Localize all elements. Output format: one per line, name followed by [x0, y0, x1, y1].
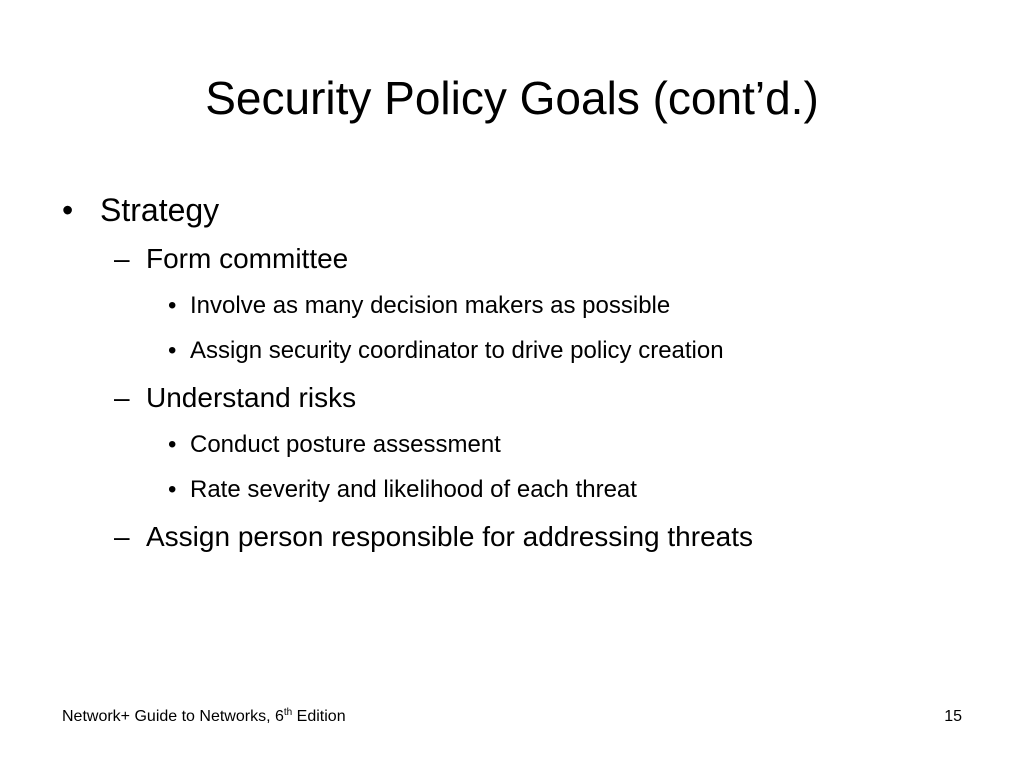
bullet-marker: •: [168, 292, 177, 319]
dash-marker: –: [114, 243, 130, 274]
bullet-text: Understand risks: [146, 382, 357, 413]
bullet-text: Involve as many decision makers as possible: [190, 292, 671, 319]
footer-title-prefix: Network+ Guide to Networks, 6: [62, 708, 284, 725]
slide-title: Security Policy Goals (cont’d.): [205, 72, 819, 124]
bullet-text: Rate severity and likelihood of each threat: [190, 476, 637, 503]
footer-title-suffix: Edition: [292, 708, 346, 725]
bullet-text: Form committee: [146, 243, 349, 274]
bullet-text: Conduct posture assessment: [190, 431, 501, 458]
bullet-text: Strategy: [100, 192, 220, 228]
footer-book-title: [62, 706, 346, 728]
bullet-marker: •: [168, 337, 177, 364]
footer-edition-superscript: th: [283, 707, 293, 718]
bullet-text: Assign person responsible for addressing threats: [146, 521, 754, 552]
bullet-marker: •: [168, 431, 177, 458]
bullet-marker: •: [62, 192, 74, 228]
dash-marker: –: [114, 382, 130, 413]
bullet-text: Assign security coordinator to drive policy creation: [190, 337, 724, 364]
dash-marker: –: [114, 521, 130, 552]
page-number: 15: [944, 708, 962, 725]
bullet-marker: •: [168, 476, 177, 503]
